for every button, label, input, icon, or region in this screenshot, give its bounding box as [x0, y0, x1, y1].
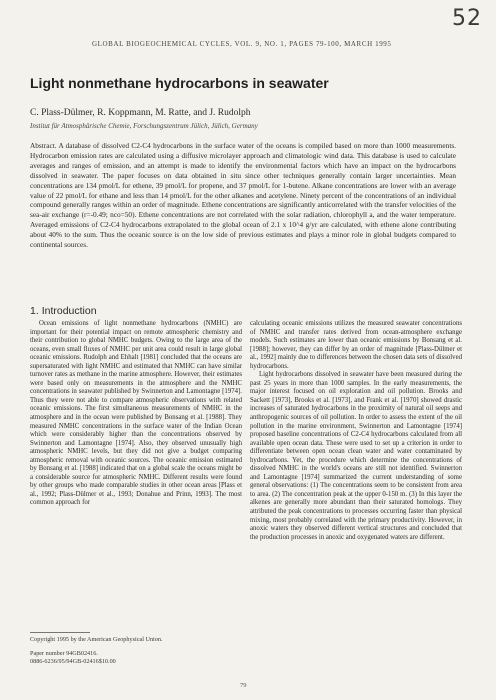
left-column — [30, 320, 242, 508]
page-mark: 52 — [452, 6, 482, 31]
authors: C. Plass-Dülmer, R. Koppmann, M. Ratte, and J. Rudolph — [30, 108, 251, 118]
running-head: GLOBAL BIOGEOCHEMICAL CYCLES, VOL. 9, NO. 1, PAGES 79-100, MARCH 1995 — [92, 40, 392, 48]
section-heading — [30, 305, 97, 317]
affiliation: Institut für Atmosphärische Chemie, Forschungszentrum Jülich, Jülich, Germany — [30, 122, 258, 130]
right-paragraph: Light hydrocarbons dissolved in seawater have been measured during the past 25 years in more than 1000 samples. In the early measurements, the major interest focused on oil exploration and oil pollution. Brooks and Sackett [1973], Brooks et al. [1973], and Frank et al. [1970] showed drastic increases of saturated hydrocarbons in the proximity of natural oil seeps and anthropogenic sources of oil pollution. In order to assess the extent of the oil pollution in the marine environment, Swinnerton and Lamontagne [1974] proposed baseline concentrations of C2-C4 hydrocarbons calculated from all available open ocean data. These were used to set up a criterion in order to differentiate between open ocean clean water and water contaminated by hydrocarbons. Yet, the procedure which determine the concentrations of dissolved NMHC in the world's oceans are still not identified. Swinnerton and Lamontagne [1974] summarized the current understanding of some general observations: (1) The concentrations seem to be consistent from area to area. (2) The concentration peak at the upper 0-150 m. (3) In this layer the alkenes are generally more abundant than their saturated homologs. They attributed the peak concentrations to processes occurring faster than physical mixing, most probably correlated with the primary productivity. However, in anoxic waters they observed different vertical structures and concluded that the production processes in anoxic and oxygenated waters are different. — [250, 371, 462, 541]
left-paragraph: Ocean emissions of light nonmethane hydrocarbons (NMHC) are important for their potential impact on remote atmospheric chemistry and their contribution to global NMHC budgets. Owing to the large area of the oceans, even small fluxes of NMHC per unit area could result in large global oceanic emissions. Rudolph and Ehhalt [1981] concluded that the oceans are supersaturated with light NMHC and estimated that NMHC can have similar turnover rates as methane in the marine atmosphere. However, their estimates were based only on measurements in the atmosphere and the NMHC concentrations in seawater published by Swinnerton and Lamontagne [1974]. Thus they were not able to compare atmospheric observations with related oceanic emissions. The first simultaneous measurements of NMHC in the atmosphere and in the ocean were published by Bonsang et al. [1988]. They measured NMHC concentrations in the surface water of the Indian Ocean which were considerably higher than the concentrations observed by Swinnerton and Lamontagne [1974]. Also, they observed unusually high atmospheric NMHC levels, but they did not give a budget comparing atmospheric removal with oceanic sources. The oceanic emission estimated by Bonsang et al. [1988] indicated that on a global scale the oceans might be a considerable source for atmospheric NMHC. Different results were found by other groups who made comparable studies in other ocean areas [Plass et al., 1992; Plass-Dülmer et al., 1993; Donahue and Prinn, 1993]. The most common approach for — [30, 320, 242, 507]
issn-line: 0886-6236/95/94GB-02416$10.00 — [30, 658, 116, 665]
footnote-block — [30, 636, 242, 666]
page-footer-number: 79 — [240, 682, 247, 689]
paper-title: Light nonmethane hydrocarbons in seawater — [30, 75, 329, 91]
abstract — [30, 141, 456, 250]
section-number: 1. — [30, 305, 39, 317]
right-paragraph: calculating oceanic emissions utilizes the measured seawater concentrations of NMHC and transfer rates derived from ocean-atmosphere exchange models. Such estimates are lower than oceanic emissions by Bonsang et al. [1988]; however, they can differ by an order of magnitude [Plass-Dülmer et al., 1992] mainly due to differences between the chosen data sets of dissolved hydrocarbons. — [250, 320, 462, 370]
paper-number: Paper number 94GB02416. — [30, 650, 98, 657]
abstract-text: A database of dissolved C2-C4 hydrocarbons in the surface water of the oceans is compiled based on more than 1000 measurements. Hydrocarbon emission rates are calculated using a diffusive microlayer approach and climatologic wind data. This database is used to calculate averages and ranges of emission, and an attempt is made to identify the environmental factors which have an impact on the hydrocarbons dissolved in seawater. The paper focuses on data obtained in situ since other techniques generally contain larger uncertainties. Mean concentrations are 134 pmol/L for ethene, 39 pmol/L for propene, and 37 pmol/L for 1-butene. Alkane concentrations are lower with an average value of 22 pmol/L for ethane and less than 14 pmol/L for the other alkanes and acetylene. Ninety percent of the concentrations of an individual compound generally ranges within an order of magnitude. Ethene concentrations are significantly anticorrelated with the transfer velocities of the sea-air exchange (r=-0.49; nco=50). Ethene concentrations are not correlated with the solar radiation, chlorophyll a, and the water temperature. Averaged emissions of C2-C4 hydrocarbons extrapolated to the global ocean of 2.1 x 10^4 g/yr are calculated, with ethene alone contributing about 40% to the sum. Thus the oceanic source is on the low side of previous estimates and plays a minor role in global budgets compared to continental sources. — [30, 141, 457, 250]
copyright-note: Copyright 1995 by the American Geophysical Union. — [30, 636, 163, 643]
abstract-label: Abstract. — [30, 141, 57, 150]
footnote-rule — [30, 632, 90, 633]
right-column — [250, 320, 462, 542]
section-title: Introduction — [41, 305, 97, 317]
